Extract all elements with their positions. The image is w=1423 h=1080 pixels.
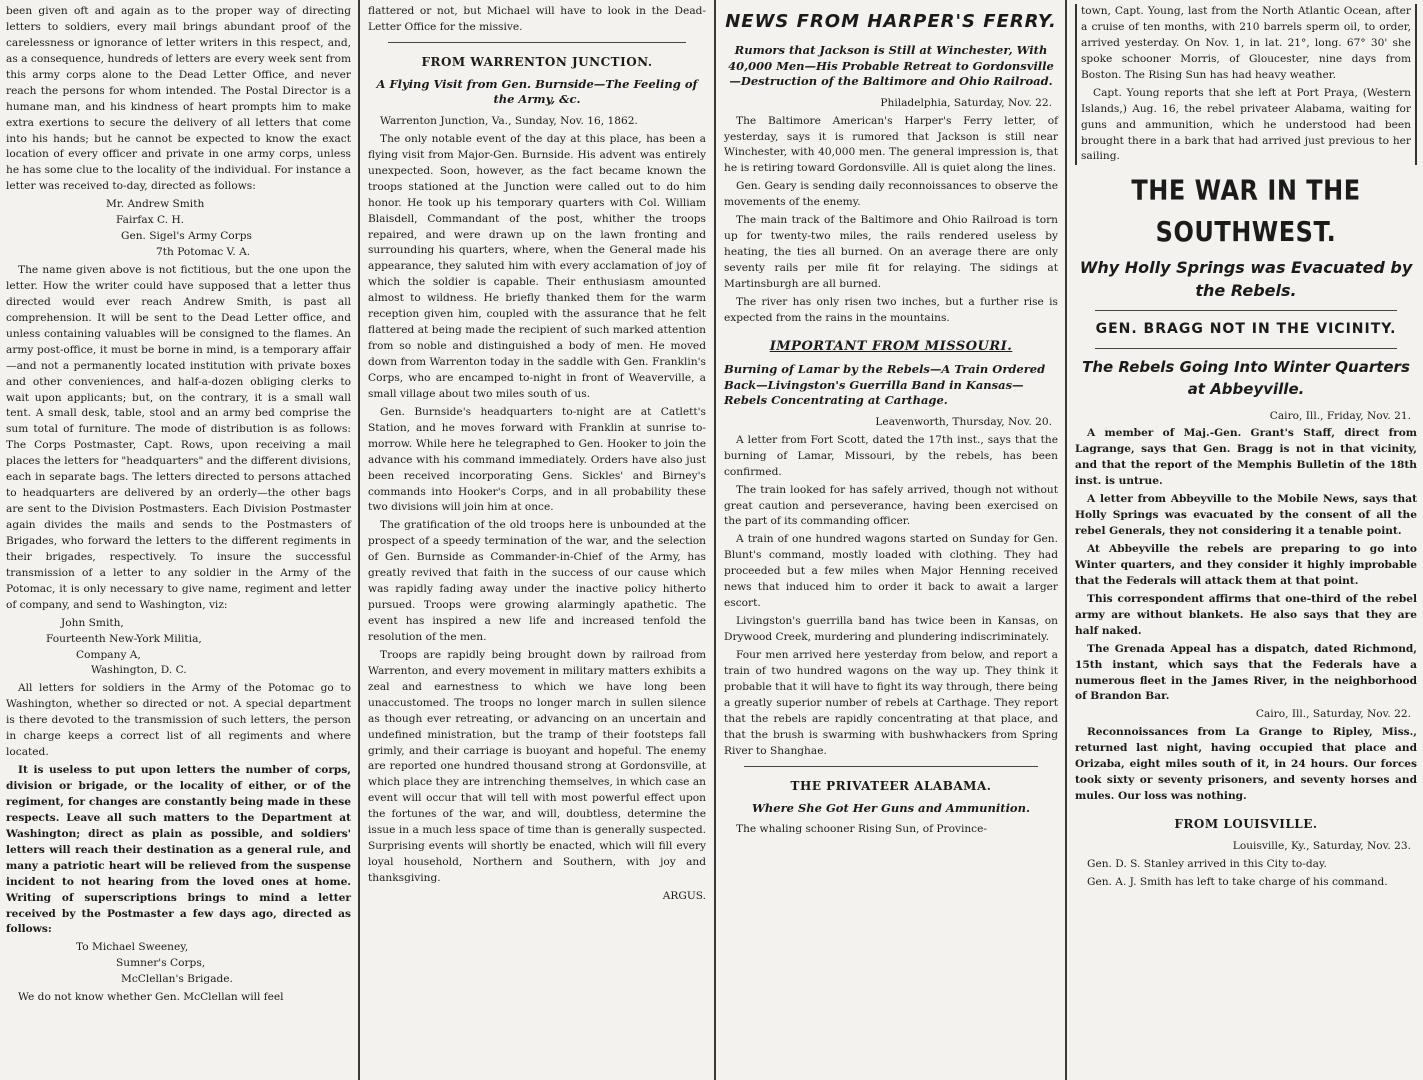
address-line: Gen. Sigel's Army Corps (121, 230, 252, 243)
section-divider (1095, 348, 1397, 349)
article-paragraph: town, Capt. Young, last from the North Atlantic Ocean, after a cruise of ten months, with 210 barrels sperm oil, to order, arrived yesterday. On Nov. 1, in lat. 21°, long. 67° 30' she spoke schooner Morris, of Gloucester, nine days from Boston. The Rising Sun has had heavy weather. (1081, 5, 1411, 81)
article-headline: NEWS FROM HARPER'S FERRY. (725, 11, 1057, 32)
address-line: To Michael Sweeney, (76, 941, 189, 954)
article-subheadline: The Rebels Going Into Winter Quarters at Abbeyville. (1082, 358, 1410, 398)
article-paragraph: The whaling schooner Rising Sun, of Province- (736, 823, 987, 836)
column-1 (0, 0, 357, 1080)
article-paragraph: It is useless to put upon letters the number of corps, division or brigade, or the locality of either, or of the regiment, for changes are constantly being made in these respects. Leave all such matters to the Department at Washington; direct as plain as possible, and soldiers' letters will reach their destination as a general rule, and many a patriotic heart will be relieved from the suspense incident to not hearing from the loved ones at home. Writing of superscriptions brings to mind a letter received by the Postmaster a few days ago, directed as follows: (6, 764, 351, 936)
article-paragraph: At Abbeyville the rebels are preparing to go into Winter quarters, and they consider it highly improbable that the Federals will attack them at that point. (1075, 543, 1417, 587)
article-dateline: Warrenton Junction, Va., Sunday, Nov. 16, 1862. (380, 114, 638, 127)
column-rule (358, 0, 360, 1080)
article-paragraph: The train looked for has safely arrived, though not without great caution and perseverance, having been exercised on the part of its commanding officer. (724, 483, 1058, 528)
article-subheadline: A Flying Visit from Gen. Burnside—The Feeling of the Army, &c. (376, 76, 698, 107)
address-line: John Smith, (61, 616, 124, 629)
article-paragraph: Gen. Burnside's headquarters to-night are at Catlett's Station, and he moves forward with Franklin at sunrise to-morrow. While here he telegraphed to Gen. Hooker to join the advance with his command immediately. Orders have also just been received incorporating Gens. Sickles' and Birney's commands into Hooker's Corps, and in all probability these two divisions will join him at once. (368, 405, 706, 514)
section-divider (1095, 310, 1397, 311)
article-paragraph: A member of Maj.-Gen. Grant's Staff, direct from Lagrange, says that Gen. Bragg is not in that vicinity, and that the report of the Memphis Bulletin of the 18th inst. is untrue. (1075, 427, 1417, 488)
article-paragraph: Four men arrived here yesterday from below, and report a train of two hundred wagons on the way up. They think it probable that it will have to fight its way through, there being a greatly superior number of rebels at Carthage. They report that the rebels are rapidly concentrating at that place, and that the brush is swarming with bushwhackers from Spring River to Shanghae. (724, 648, 1058, 757)
article-signature: ARGUS. (662, 889, 706, 902)
article-paragraph: Gen. Geary is sending daily reconnoissances to observe the movements of the enemy. (724, 180, 1058, 209)
section-divider (388, 42, 686, 43)
article-paragraph: The gratification of the old troops here is unbounded at the prospect of a speedy termination of the war, and the selection of Gen. Burnside as Commander-in-Chief of the Army, has greatly revived that faith in the success of our cause which was rapidly fading away under the inactive policy hitherto pursued. Troops were growing alarmingly apathetic. The event has inspired a new life and increased tenfold the resolution of the men. (368, 519, 706, 643)
address-line: Mr. Andrew Smith (106, 198, 205, 211)
article-paragraph: Capt. Young reports that she left at Port Praya, (Western Islands,) Aug. 16, the rebel privateer Alabama, waiting for guns and ammunition, which he understood had been brought there in a bark that had arrived just previous to her sailing. (1081, 86, 1411, 163)
article-headline: FROM WARRENTON JUNCTION. (421, 54, 653, 69)
article-subheadline: Rumors that Jackson is Still at Winchester, With 40,000 Men—His Probable Retreat to Gordonsville—Destruction of the Baltimore and Ohio Railroad. (728, 43, 1054, 89)
article-paragraph: Gen. D. S. Stanley arrived in this City to-day. (1087, 858, 1327, 871)
article-paragraph: Troops are rapidly being brought down by railroad from Warrenton, and every movement in military matters exhibits a zeal and earnestness to which we have long been unaccustomed. The troops no longer march in sullen silence as though ever retreating, or advancing on an uncertain and undefined ministration, but the tramp of their footsteps fall grimly, and their carriage is buoyant and hopeful. The enemy are reported one hundred thousand strong at Gordonsville, at which place they are intrenching themselves, in which case an event will occur that will tell with most powerful effect upon the fortunes of the war, and will, doubtless, determine the issue in a much less space of time than is generally suspected. Surprising events will shortly be enacted, which will fill every loyal household, Northern and Southern, with joy and thanksgiving. (368, 648, 706, 885)
article-paragraph: A letter from Abbeyville to the Mobile News, says that Holly Springs was evacuated by the consent of all the rebel Generals, they not considering it a tenable point. (1075, 493, 1417, 538)
address-line: Sumner's Corps, (116, 957, 206, 970)
column-4 (1069, 0, 1423, 1080)
article-dateline: Leavenworth, Thursday, Nov. 20. (875, 415, 1052, 428)
column-3 (718, 0, 1064, 1080)
article-headline: THE WAR IN THE SOUTHWEST. (1131, 174, 1361, 249)
article-paragraph: The Grenada Appeal has a dispatch, dated Richmond, 15th instant, which says that the Federals have a numerous fleet in the James River, in the neighborhood of Brandon Bar. (1075, 642, 1417, 703)
column-2 (362, 0, 712, 1080)
continued-article-block (1075, 4, 1417, 165)
article-dateline: Cairo, Ill., Saturday, Nov. 22. (1255, 708, 1411, 721)
article-paragraph: This correspondent affirms that one-third of the rebel army are without blankets. He also says that they are half naked. (1075, 592, 1417, 637)
article-paragraph: The only notable event of the day at this place, has been a flying visit from Major-Gen. Burnside. His advent was entirely unexpected. Soon, however, as the fact became known the troops stationed at the Junction were called out to do him honor. He took up his temporary quarters with Col. William Blaisdell, Commandant of the post, whither the troops repaired, and were drawn up on the lawn fronting and surrounding his quarters, where, when the General made his appearance, they saluted him with every acclamation of joy of which the soldier is capable. Their enthusiasm amounted almost to wildness. He briefly thanked them for the warm reception given him, coupled with the assurance that he felt flattered at being made the recipient of such marked attention from so noble and distinguished a body of men. He moved down from Warrenton today in the saddle with Gen. Franklin's Corps, who are encamped to-night in front of Weaverville, a small village about two miles south of us. (368, 132, 706, 400)
article-paragraph: been given oft and again as to the proper way of directing letters to soldiers, every mail brings abundant proof of the carelessness or ignorance of letter writers in this respect, and, as a consequence, hundreds of letters are every week sent from this army corps alone to the Dead Letter Office, and never reach the persons for whom intended. The Postal Director is a humane man, and his kindness of heart prompts him to make extra exertions to secure the delivery of all letters that come into his hands; but he cannot be expected to know the exact location of every officer and private in one army corps, unless he has some clue to the locality of the individual. For instance a letter was received to-day, directed as follows: (6, 5, 351, 193)
article-paragraph: The name given above is not fictitious, but the one upon the letter. How the writer could have supposed that a letter thus directed would ever reach Andrew Smith, is past all comprehension. It will be sent to the Dead Letter office, and unless containing valuables will be consigned to the flames. An army post-office, it must be borne in mind, is a temporary affair—and not a permanently located institution with private boxes and other conveniences, and half-a-dozen obliging clerks to wait upon applicants; but, on the contrary, it is a small wall tent. A small desk, table, stool and an army bed comprise the sum total of furniture. The mode of distribution is as follows: The Corps Postmaster, Capt. Rows, upon receiving a mail places the letters for "headquarters" and the different divisions, each in separate bags. The letters directed to persons attached to headquarters are delivered by an orderly—the other bags are sent to the Division Postmasters. Each Division Postmaster again divides the mails and sends to the Postmasters of Brigades, who forward the letters to the different regiments in their brigades, respectively. To insure the successful transmission of a letter to any soldier in the Army of the Potomac, it is only necessary to give name, regiment and letter of company, and send to Washington, viz: (6, 264, 351, 611)
section-divider (744, 766, 1038, 767)
article-subheadline: Where She Got Her Guns and Ammunition. (752, 800, 1030, 815)
letter-address (6, 940, 351, 988)
article-headline: THE PRIVATEER ALABAMA. (790, 778, 992, 793)
address-line: Fairfax C. H. (116, 214, 185, 227)
article-paragraph: The Baltimore American's Harper's Ferry letter, of yesterday, says it is rumored that Jackson is still near Winchester, with 40,000 men. The general impression is, that he is retiring toward Gordonsville. All is quiet along the lines. (724, 114, 1058, 175)
article-paragraph: Livingston's guerrilla band has twice been in Kansas, on Drywood Creek, murdering and plundering indiscriminately. (724, 615, 1058, 644)
article-paragraph: flattered or not, but Michael will have to look in the Dead-Letter Office for the missive. (368, 5, 706, 33)
article-paragraph: We do not know whether Gen. McClellan will feel (18, 991, 284, 1004)
article-paragraph: The main track of the Baltimore and Ohio Railroad is torn up for twenty-two miles, the rails rendered useless by heating, the ties all burned. On an average there are only seventy rails per mile fit for relaying. The sidings at Martinsburgh are all burned. (724, 214, 1058, 290)
column-rule (714, 0, 716, 1080)
article-paragraph: Gen. A. J. Smith has left to take charge of his command. (1087, 875, 1388, 888)
article-headline: FROM LOUISVILLE. (1174, 817, 1318, 832)
article-paragraph: All letters for soldiers in the Army of the Potomac go to Washington, whether so directed or not. A special department is there devoted to the transmission of such letters, the person in charge keeps a correct list of all regiments and where located. (6, 682, 351, 759)
article-dateline: Cairo, Ill., Friday, Nov. 21. (1269, 409, 1411, 422)
address-line: Washington, D. C. (91, 664, 187, 677)
letter-address (6, 197, 351, 261)
address-line: 7th Potomac V. A. (156, 246, 251, 259)
article-dateline: Philadelphia, Saturday, Nov. 22. (880, 96, 1052, 109)
article-subheadline: GEN. BRAGG NOT IN THE VICINITY. (1095, 320, 1397, 337)
article-paragraph: The river has only risen two inches, but a further rise is expected from the rains in the mountains. (724, 295, 1058, 324)
article-subheadline: Why Holly Springs was Evacuated by the Rebels. (1079, 257, 1413, 300)
article-headline: IMPORTANT FROM MISSOURI. (769, 338, 1013, 354)
article-subheadline: Burning of Lamar by the Rebels—A Train Ordered Back—Livingston's Guerrilla Band in Kansas—Rebels Concentrating at Carthage. (724, 362, 1046, 408)
address-line: McClellan's Brigade. (121, 973, 233, 986)
column-rule (1065, 0, 1067, 1080)
article-paragraph: Reconnoissances from La Grange to Ripley, Miss., returned last night, having occupied that place and Orizaba, eight miles south of it, in 24 hours. Our forces took sixty or seventy prisoners, and seventy horses and mules. Our loss was nothing. (1075, 726, 1417, 803)
article-paragraph: A letter from Fort Scott, dated the 17th inst., says that the burning of Lamar, Missouri, by the rebels, has been confirmed. (724, 433, 1058, 478)
address-line: Fourteenth New-York Militia, (46, 632, 202, 645)
article-dateline: Louisville, Ky., Saturday, Nov. 23. (1232, 840, 1411, 853)
address-line: Company A, (76, 648, 141, 661)
article-paragraph: A train of one hundred wagons started on Sunday for Gen. Blunt's command, mostly loaded with clothing. They had proceeded but a few miles when Major Henning received news that induced him to order it back to await a larger escort. (724, 533, 1058, 610)
letter-address (6, 616, 351, 680)
